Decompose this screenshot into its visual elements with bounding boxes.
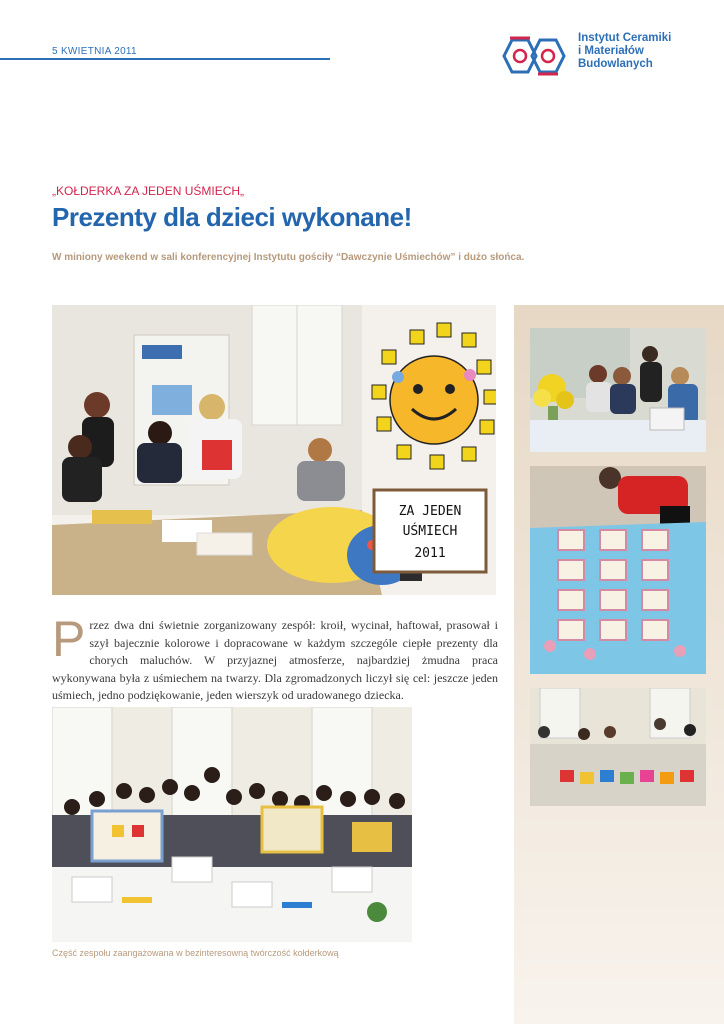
logo-mark-icon <box>500 34 568 78</box>
article-body-text: rzez dwa dni świetnie zorganizowany zespół: kroił, wycinał, haftował, prasował i szył bajecznie kolorowe i dopracowane w każdym szczególe ciepłe prezenty dla chorych maluchów. W przyjaznej atmosferze, najbardziej żmudna praca wykonywana była z uśmiechem na twarzy. Dla zgromadzonych liczył się cel: jeszcze jeden uśmiech, jedno podziękowanie, jeden wierszyk od uradowanego dziecka. <box>52 618 498 702</box>
article-lead: W miniony weekend w sali konferencyjnej Instytutu gościły “Dawczynie Uśmiechów” i dużo słońca. <box>52 252 525 263</box>
sewing-photo-image <box>530 328 706 452</box>
logo-line: i Materiałów <box>578 45 644 57</box>
photo-caption: Część zespołu zaangażowana w bezinteresowną twórczość kołderkową <box>52 948 339 958</box>
side-photo-quilt <box>530 466 706 674</box>
drop-cap: P <box>52 611 86 667</box>
poster-line-3: 2011 <box>414 546 446 561</box>
logo-line: Budowlanych <box>578 58 653 70</box>
side-photo-sewing <box>530 328 706 452</box>
article-title: Prezenty dla dzieci wykonane! <box>52 202 412 232</box>
quilt-photo-image <box>530 466 706 674</box>
poster-line-2: UŚMIECH <box>402 524 458 539</box>
poster-line-1: ZA JEDEN <box>398 504 462 519</box>
date-divider <box>0 58 330 60</box>
table-photo-image <box>530 688 706 806</box>
issue-date: 5 KWIETNIA 2011 <box>52 46 137 57</box>
side-photo-table <box>530 688 706 806</box>
article-body <box>52 611 498 705</box>
group-photo-image <box>52 707 412 942</box>
logo-line: Instytut Ceramiki <box>578 32 672 44</box>
workshop-photo-image <box>52 305 496 595</box>
group-photo <box>52 707 412 942</box>
logo-name <box>578 32 671 71</box>
institute-logo <box>500 30 700 80</box>
article-kicker: „KOŁDERKA ZA JEDEN UŚMIECH„ <box>52 184 245 198</box>
main-photo <box>52 305 496 595</box>
